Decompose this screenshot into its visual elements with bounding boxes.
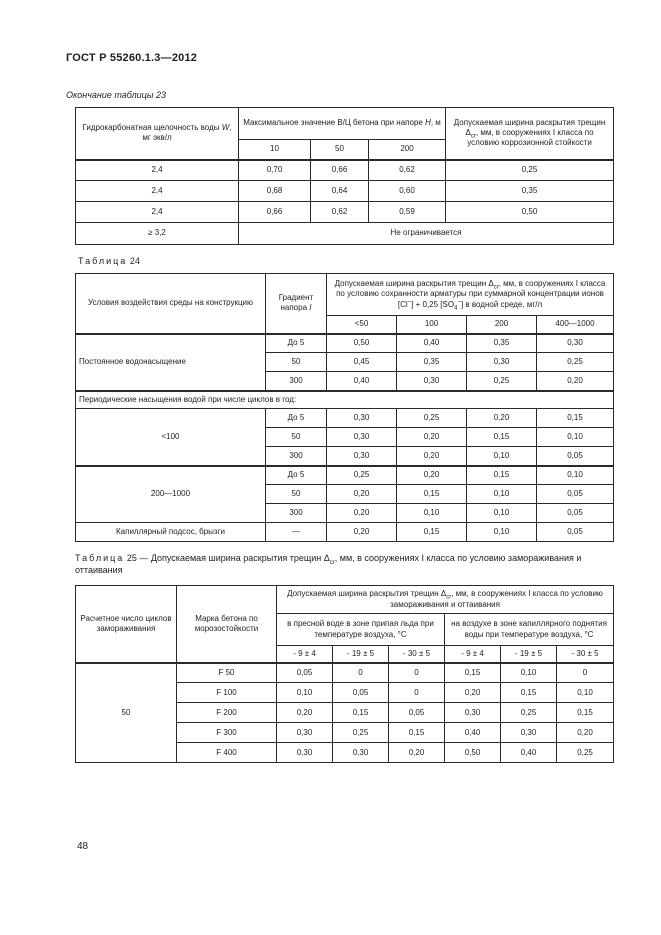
table-row <box>76 160 614 181</box>
table-cell: 0,64 <box>311 181 369 202</box>
table-cell: 0,68 <box>239 181 311 202</box>
table-24-label <box>78 256 613 266</box>
table-cell: 0,10 <box>467 447 537 466</box>
table-cell: 0,05 <box>333 683 389 703</box>
table-cell: 0,10 <box>467 504 537 523</box>
page-number: 48 <box>77 841 89 852</box>
table-cell: 0 <box>557 663 614 683</box>
table-cell: 0,30 <box>445 703 501 723</box>
table-23-header-wc-ratio: Максимальное значение В/Ц бетона при напоре Н, м <box>239 108 446 140</box>
table-cell: 0,20 <box>327 485 397 504</box>
table-cell: 0,25 <box>333 723 389 743</box>
table-cell: 0,59 <box>369 202 446 223</box>
table-cell: 0,50 <box>445 743 501 763</box>
table-cell: 0,05 <box>537 447 614 466</box>
table-cell: 0,35 <box>397 353 467 372</box>
table-25-temp-col: - 19 ± 5 <box>333 646 389 663</box>
table-23-header-crack-width: Допускаемая ширина раскрытия трещин $\Delta_{cr}$, мм, в сооружениях I класса по условию коррозионной стойкости <box>446 108 614 160</box>
table-cell: 0,30 <box>327 447 397 466</box>
table-25-header-row <box>76 586 614 614</box>
table-cell: 0,60 <box>369 181 446 202</box>
table-24-periodic-note-row <box>76 391 614 409</box>
table-cell: 300 <box>266 372 327 391</box>
table-24-header-environment: Условия воздействия среды на конструкцию <box>76 274 266 334</box>
table-24-header-crack-width: Допускаемая ширина раскрытия трещин $\Delta_{cr}$, мм, в сооружениях I класса по условию сохранности арматуры при суммарной концентрации ионов [Cl−] + 0,25 $[SO_4^-]$ в водной среде, мг/л <box>327 274 614 316</box>
table-cell: 0,50 <box>446 202 614 223</box>
table-cell: 0 <box>389 663 445 683</box>
table-cell: 0,25 <box>397 409 467 428</box>
table-25-cycles-value: 50 <box>76 663 177 763</box>
table-cell: 0,40 <box>445 723 501 743</box>
table-cell: 0,50 <box>327 334 397 353</box>
table-cell: 0,20 <box>277 703 333 723</box>
table-cell: F 50 <box>177 663 277 683</box>
table-25-temp-col: - 30 ± 5 <box>389 646 445 663</box>
table-24-group-200-1000: 200—1000 <box>76 466 266 523</box>
table-23-header-alkalinity: Гидрокарбонатная щелочность воды W, мг экв/л <box>76 108 239 160</box>
table-25-temp-col: - 9 ± 4 <box>277 646 333 663</box>
table-cell: 50 <box>266 353 327 372</box>
table-24-label-number: 24 <box>129 256 140 266</box>
table-cell: ≥ 3,2 <box>76 223 239 245</box>
table-cell: 0,20 <box>445 683 501 703</box>
table-cell: 0,20 <box>389 743 445 763</box>
table-cell: 0,25 <box>327 466 397 485</box>
table-cell: 0,10 <box>277 683 333 703</box>
table-cell: 0,15 <box>557 703 614 723</box>
table-cell: 0,20 <box>327 504 397 523</box>
table-cell: 2,4 <box>76 160 239 181</box>
table-row <box>76 409 614 428</box>
table-cell: 0,20 <box>537 372 614 391</box>
table-cell: 0,30 <box>333 743 389 763</box>
table-24-capillary-label: Капиллярный подсос, брызги <box>76 523 266 542</box>
table-25-temp-col: - 9 ± 4 <box>445 646 501 663</box>
table-25 <box>75 585 614 763</box>
table-cell: 0,20 <box>397 466 467 485</box>
table-24-subcol-100: 100 <box>397 316 467 334</box>
table-cell: 0,62 <box>369 160 446 181</box>
table-cell: 0,15 <box>537 409 614 428</box>
table-cell: 0,66 <box>311 160 369 181</box>
table-row <box>76 466 614 485</box>
table-cell: — <box>266 523 327 542</box>
table-cell: 50 <box>266 485 327 504</box>
table-24-header-gradient: Градиент напора I <box>266 274 327 334</box>
table-cell: 0,30 <box>277 723 333 743</box>
table-cell: 0,15 <box>467 466 537 485</box>
table-cell: 0,10 <box>467 485 537 504</box>
table-cell: 2,4 <box>76 181 239 202</box>
table-25-caption-word: Таблица <box>75 553 125 563</box>
table-cell: 0,30 <box>537 334 614 353</box>
table-25-temp-col: - 19 ± 5 <box>501 646 557 663</box>
table-cell: 0,10 <box>537 428 614 447</box>
table-25-caption-text: — Допускаемая ширина раскрытия трещин $\Delta_{cr}$, мм, в сооружениях I класса по условию замораживания и оттаивания <box>75 553 582 576</box>
table-cell: 0,25 <box>446 160 614 181</box>
table-cell: 0,35 <box>467 334 537 353</box>
table-cell: 0,40 <box>501 743 557 763</box>
table-cell: 0,35 <box>446 181 614 202</box>
table-24-subcol-200: 200 <box>467 316 537 334</box>
table-cell: 0,05 <box>537 485 614 504</box>
table-cell: 0,05 <box>537 504 614 523</box>
table-cell: 0,20 <box>557 723 614 743</box>
table-cell: 0,25 <box>537 353 614 372</box>
table-cell: 0,20 <box>327 523 397 542</box>
table-cell: 0,40 <box>397 334 467 353</box>
table-cell: 0,25 <box>557 743 614 763</box>
table-25-header-frost-grade: Марка бетона по морозостойкости <box>177 586 277 663</box>
table-cell: До 5 <box>266 334 327 353</box>
table-23-subcol-10: 10 <box>239 140 311 160</box>
table-25-subgroup-air: на воздухе в зоне капиллярного поднятия воды при температуре воздуха, °С <box>445 614 614 646</box>
table-cell: 0,30 <box>501 723 557 743</box>
table-25-caption-number: 25 <box>126 553 137 563</box>
table-cell: 50 <box>266 428 327 447</box>
table-cell: 0,25 <box>501 703 557 723</box>
table-cell: До 5 <box>266 466 327 485</box>
table-cell: 0,15 <box>501 683 557 703</box>
table-cell: 2,4 <box>76 202 239 223</box>
table-cell: 0,20 <box>397 447 467 466</box>
table-25-caption <box>75 552 613 576</box>
table-cell: 0,30 <box>467 353 537 372</box>
table-cell: 0,20 <box>397 428 467 447</box>
table-cell: 0,05 <box>277 663 333 683</box>
table-row <box>76 334 614 353</box>
table-24-subcol-lt50: <50 <box>327 316 397 334</box>
table-24-group-constant-saturation: Постоянное водонасыщение <box>76 334 266 391</box>
table-23-not-limited-note: Не ограничивается <box>239 223 614 245</box>
table-25-header-cycles: Расчетное число циклов замораживания <box>76 586 177 663</box>
table-cell: 0,10 <box>397 504 467 523</box>
table-cell: F 300 <box>177 723 277 743</box>
table-cell: 0,10 <box>501 663 557 683</box>
table-24-periodic-note: Периодические насыщения водой при числе циклов в год: <box>76 391 614 409</box>
table-cell: 0,15 <box>389 723 445 743</box>
table-cell: 0,25 <box>467 372 537 391</box>
table-25-subgroup-fresh-water: в пресной воде в зоне припая льда при температуре воздуха, °С <box>277 614 445 646</box>
table-cell: 0,45 <box>327 353 397 372</box>
table-cell: F 100 <box>177 683 277 703</box>
table-cell: 0 <box>333 663 389 683</box>
table-23-continuation-caption: Окончание таблицы 23 <box>66 90 166 100</box>
table-24-header-row <box>76 274 614 316</box>
table-cell: 0,10 <box>467 523 537 542</box>
table-row <box>76 223 614 245</box>
table-24-subcol-400-1000: 400—1000 <box>537 316 614 334</box>
table-cell: F 400 <box>177 743 277 763</box>
table-cell: F 200 <box>177 703 277 723</box>
table-cell: 0,30 <box>397 372 467 391</box>
table-cell: 0,05 <box>537 523 614 542</box>
table-25-header-crack-width-group: Допускаемая ширина раскрытия трещин $\Delta_{cr}$, мм, в сооружениях I класса по условию замораживания и оттаивания <box>277 586 614 614</box>
table-cell: 0,15 <box>467 428 537 447</box>
table-cell: 0,20 <box>467 409 537 428</box>
table-cell: До 5 <box>266 409 327 428</box>
table-25-temp-col: - 30 ± 5 <box>557 646 614 663</box>
table-cell: 0,10 <box>557 683 614 703</box>
table-24-label-word: Таблица <box>78 256 128 266</box>
table-23 <box>75 107 614 245</box>
table-row <box>76 202 614 223</box>
table-cell: 0,05 <box>389 703 445 723</box>
table-row <box>76 663 614 683</box>
table-cell: 0,10 <box>537 466 614 485</box>
table-23-subcol-200: 200 <box>369 140 446 160</box>
table-24-group-lt100: <100 <box>76 409 266 466</box>
table-cell: 0,30 <box>327 428 397 447</box>
table-24 <box>75 273 614 542</box>
table-cell: 0,40 <box>327 372 397 391</box>
table-row <box>76 523 614 542</box>
table-cell: 0,66 <box>239 202 311 223</box>
standard-number-header: ГОСТ Р 55260.1.3—2012 <box>66 52 198 64</box>
table-cell: 0,15 <box>445 663 501 683</box>
table-cell: 0,15 <box>397 523 467 542</box>
table-cell: 0,62 <box>311 202 369 223</box>
table-cell: 300 <box>266 504 327 523</box>
table-23-header-row <box>76 108 614 140</box>
table-cell: 300 <box>266 447 327 466</box>
table-cell: 0,30 <box>277 743 333 763</box>
table-cell: 0,70 <box>239 160 311 181</box>
table-cell: 0,15 <box>397 485 467 504</box>
table-cell: 0,15 <box>333 703 389 723</box>
table-cell: 0 <box>389 683 445 703</box>
table-row <box>76 181 614 202</box>
table-23-subcol-50: 50 <box>311 140 369 160</box>
table-cell: 0,30 <box>327 409 397 428</box>
